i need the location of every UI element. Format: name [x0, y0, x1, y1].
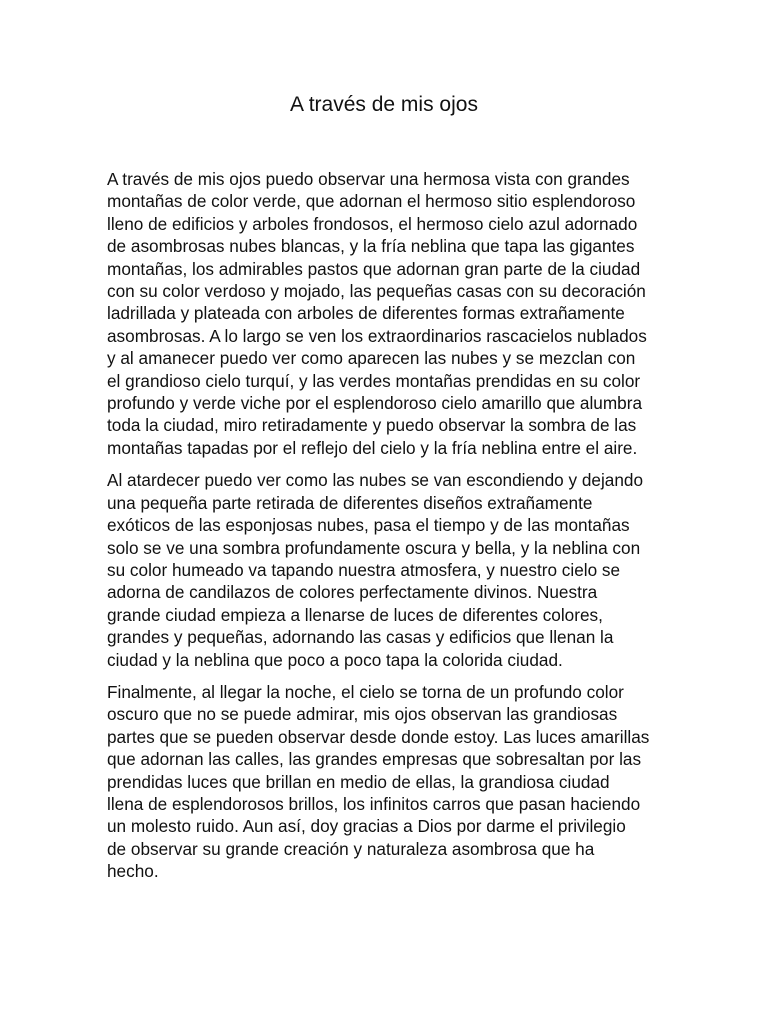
paragraph-2 — [107, 469, 663, 671]
text-line: montañas de color verde, que adornan el hermoso sitio esplendoroso — [107, 191, 636, 212]
text-line: lleno de edificios y arboles frondosos, el hermoso cielo azul adornado — [107, 213, 638, 234]
text-line: partes que se pueden observar desde donde estoy. Las luces amarillas — [107, 726, 650, 747]
paragraph-1 — [107, 168, 663, 459]
text-line: hecho. — [107, 861, 159, 882]
text-line: adorna de candilazos de colores perfectamente divinos. Nuestra — [107, 582, 598, 603]
paragraph-3 — [107, 681, 663, 883]
text-line: con su color verdoso y mojado, las pequeñas casas con su decoración — [107, 281, 646, 302]
text-line: de asombrosas nubes blancas, y la fría neblina que tapa las gigantes — [107, 236, 635, 257]
text-line: el grandioso cielo turquí, y las verdes montañas prendidas en su color — [107, 370, 641, 391]
document-body — [107, 168, 663, 893]
text-line: Al atardecer puedo ver como las nubes se van escondiendo y dejando — [107, 470, 644, 491]
text-line: ladrillada y plateada con arboles de diferentes formas extrañamente — [107, 303, 625, 324]
text-line: toda la ciudad, miro retiradamente y puedo observar la sombra de las — [107, 415, 637, 436]
text-line: una pequeña parte retirada de diferentes diseños extrañamente — [107, 492, 593, 513]
text-line: grande ciudad empieza a llenarse de luces de diferentes colores, — [107, 604, 603, 625]
text-line: profundo y verde viche por el esplendoroso cielo amarillo que alumbra — [107, 393, 643, 414]
text-line: A través de mis ojos puedo observar una hermosa vista con grandes — [107, 169, 630, 189]
text-line: ciudad y la neblina que poco a poco tapa la colorida ciudad. — [107, 649, 563, 670]
text-line: y al amanecer puedo ver como aparecen las nubes y se mezclan con — [107, 348, 636, 369]
text-line: grandes y pequeñas, adornando las casas y edificios que llenan la — [107, 627, 614, 648]
text-line: montañas, los admirables pastos que adornan gran parte de la ciudad — [107, 258, 641, 279]
text-line: su color humeado va tapando nuestra atmosfera, y nuestro cielo se — [107, 559, 621, 580]
text-line: de observar su grande creación y naturaleza asombrosa que ha — [107, 838, 595, 859]
text-line: asombrosas. A lo largo se ven los extraordinarios rascacielos nublados — [107, 325, 647, 346]
text-line: un molesto ruido. Aun así, doy gracias a Dios por darme el privilegio — [107, 816, 626, 837]
text-line: que adornan las calles, las grandes empresas que sobresaltan por las — [107, 749, 642, 770]
text-line: solo se ve una sombra profundamente oscura y bella, y la neblina con — [107, 537, 641, 558]
text-line: llena de esplendorosos brillos, los infinitos carros que pasan haciendo — [107, 793, 641, 814]
document-title: A través de mis ojos — [290, 93, 478, 116]
text-line: Finalmente, al llegar la noche, el cielo se torna de un profundo color — [107, 681, 624, 702]
text-line: prendidas luces que brillan en medio de ellas, la grandiosa ciudad — [107, 771, 610, 792]
text-line: oscuro que no se puede admirar, mis ojos observan las grandiosas — [107, 704, 618, 725]
text-line: montañas tapadas por el reflejo del cielo y la fría neblina entre el aire. — [107, 437, 638, 458]
text-line: exóticos de las esponjosas nubes, pasa el tiempo y de las montañas — [107, 515, 630, 536]
